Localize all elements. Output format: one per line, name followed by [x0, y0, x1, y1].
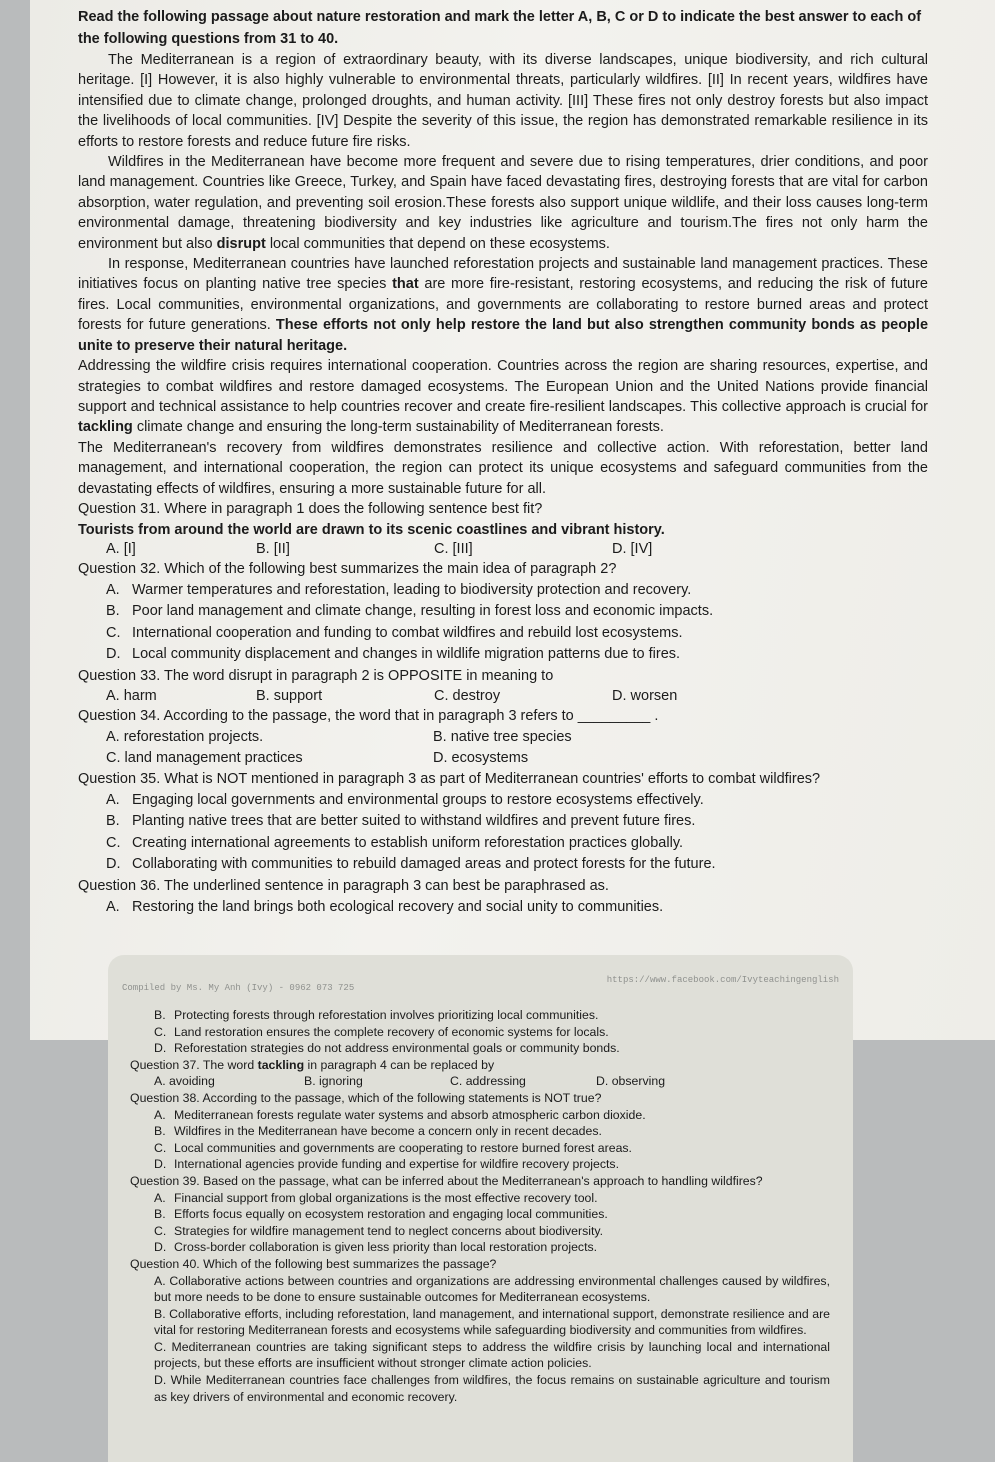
option-text: Land restoration ensures the complete recovery of economic systems for locals. [174, 1024, 609, 1039]
option-letter: A. [106, 581, 120, 598]
page-2-content [130, 1007, 830, 1405]
option-letter: B. [154, 1124, 166, 1139]
question-40-stem: Question 40. Which of the following best summarizes the passage? [130, 1256, 497, 1271]
q32-option-d[interactable] [78, 644, 928, 666]
q31-option-c[interactable]: C. [III] [434, 540, 473, 557]
q36-option-a[interactable] [78, 897, 928, 919]
question-38-stem: Question 38. According to the passage, which of the following statements is NOT true? [130, 1090, 602, 1105]
option-text: Financial support from global organizations is the most effective recovery tool. [174, 1190, 598, 1205]
q34-option-b[interactable]: B. native tree species [433, 728, 572, 745]
option-text: Wildfires in the Mediterranean have become a concern only in recent decades. [174, 1124, 602, 1139]
q32-option-a[interactable] [78, 580, 928, 602]
paragraph-2-text: Wildfires in the Mediterranean have become more frequent and severe due to rising temperatures, drier conditions, and poor land management. Countries like Greece, Turkey, and Spain have faced devastating fires, destroying forests that are vital for carbon absorption, water regulation, and preventing soil erosion.These forests also support unique wildlife, and their loss causes long-term environmental damage, threatening biodiversity and key industries like agriculture and tourism.The fires not only harm the environment but also [78, 154, 928, 252]
question-31-sentence: Tourists from around the world are drawn to its scenic coastlines and vibrant history. [78, 521, 665, 538]
question-39-stem: Question 39. Based on the passage, what can be inferred about the Mediterranean's approach to handling wildfires? [130, 1173, 763, 1188]
option-letter: C. [154, 1140, 167, 1155]
option-letter: A. [106, 791, 120, 808]
q35-option-d[interactable] [78, 854, 928, 876]
paragraph-2-end: local communities that depend on these ecosystems. [269, 235, 610, 252]
option-text: Creating international agreements to establish uniform reforestation practices globally. [132, 834, 684, 851]
option-letter: D. [106, 646, 121, 663]
option-text: Restoring the land brings both ecological recovery and social unity to communities. [132, 898, 664, 915]
option-text: Collaborating with communities to rebuild damaged areas and protect forests for the future. [132, 856, 716, 873]
q35-option-b[interactable] [78, 811, 928, 833]
question-33-stem: Question 33. The word disrupt in paragraph 2 is OPPOSITE in meaning to [78, 667, 554, 684]
option-text: Efforts focus equally on ecosystem restoration and engaging local communities. [174, 1207, 608, 1222]
q34-option-c[interactable]: C. land management practices [106, 749, 303, 766]
worksheet-page-2 [108, 955, 853, 1462]
option-letter: D. [154, 1041, 167, 1056]
question-37-stem [130, 1057, 830, 1074]
q33-option-c[interactable]: C. destroy [434, 687, 501, 704]
word-tackling: tackling [78, 419, 133, 436]
q37-option-a[interactable]: A. avoiding [154, 1074, 215, 1089]
q37-option-c[interactable]: C. addressing [450, 1074, 526, 1089]
q40-option-c[interactable]: C. Mediterranean countries are taking significant steps to address the wildfire crisis by launching local and international projects, but these efforts are insufficient without stronger climate action policies. [154, 1339, 830, 1371]
option-letter: B. [106, 603, 120, 620]
q34-option-d[interactable]: D. ecosystems [433, 749, 529, 766]
page-1-content [78, 6, 928, 918]
facebook-url: https://www.facebook.com/Ivyteachingenglish [606, 975, 839, 985]
q33-option-a[interactable]: A. harm [106, 687, 157, 704]
question-34-options-row-1 [78, 727, 928, 748]
q40-option-b[interactable]: B. Collaborative efforts, including reforestation, land management, and international support, demonstrate resilience and are vital for restoring Mediterranean forests and ecosystems while safeguarding biodiversity and communities from wildfires. [154, 1306, 830, 1338]
q40-option-d[interactable]: D. While Mediterranean countries face challenges from wildfires, the focus remains on sustainable agriculture and tourism as key drivers of environmental and economic recovery. [154, 1373, 830, 1404]
underlined-sentence: These efforts not only help restore the land but also strengthen community bonds as people unite to preserve their natural heritage. [78, 317, 929, 354]
q37-stem-start: Question 37. The word [130, 1057, 255, 1072]
q33-option-b[interactable]: B. support [256, 687, 323, 704]
compiler-credit: Compiled by Ms. My Anh (Ivy) - 0962 073 725 [122, 983, 355, 993]
question-31-stem: Question 31. Where in paragraph 1 does the following sentence best fit? [78, 500, 543, 517]
option-text: Reforestation strategies do not address environmental goals or community bonds. [174, 1041, 620, 1056]
q36-option-b[interactable] [130, 1007, 830, 1024]
question-32-stem: Question 32. Which of the following best summarizes the main idea of paragraph 2? [78, 560, 617, 577]
paragraph-4 [78, 356, 928, 438]
q32-option-b[interactable] [78, 601, 928, 623]
option-letter: C. [154, 1024, 167, 1039]
word-that: that [392, 276, 419, 293]
option-letter: A. [154, 1107, 166, 1122]
q36-option-c[interactable] [130, 1024, 830, 1041]
option-letter: B. [106, 813, 120, 830]
word-disrupt: disrupt [216, 235, 266, 252]
option-letter: B. [154, 1207, 166, 1222]
option-text: Local communities and governments are cooperating to restore burned forest areas. [174, 1140, 632, 1155]
option-text: Protecting forests through reforestation involves prioritizing local communities. [174, 1008, 599, 1022]
worksheet-page-1 [30, 0, 995, 1040]
q38-option-a[interactable] [130, 1107, 830, 1124]
q35-option-a[interactable] [78, 790, 928, 812]
option-letter: D. [154, 1240, 167, 1255]
question-33-options [78, 687, 928, 706]
q35-option-c[interactable] [78, 833, 928, 855]
q37-option-b[interactable]: B. ignoring [304, 1074, 363, 1089]
option-text: International agencies provide funding and expertise for wildfire recovery projects. [174, 1157, 619, 1172]
q40-option-a[interactable]: A. Collaborative actions between countries and organizations are addressing environmental challenges caused by wildfires, but more needs to be done to ensure sustainable outcomes for Mediterranean ecosystems. [154, 1273, 830, 1305]
option-text: Warmer temperatures and reforestation, leading to biodiversity protection and recovery. [132, 581, 692, 598]
option-letter: B. [154, 1008, 166, 1022]
paragraph-4-text: Addressing the wildfire crisis requires international cooperation. Countries across the region are sharing resources, expertise, and strategies to combat wildfires and restore damaged ecosystems. The European Union and the United Nations provide financial support and technical assistance to help countries recover and create fire-resilient landscapes. This collective approach is crucial for [78, 358, 928, 415]
question-34-options-row-2 [78, 748, 928, 769]
question-34-stem: Question 34. According to the passage, the word that in paragraph 3 refers to _________ . [78, 707, 659, 724]
question-31-options [78, 540, 928, 559]
instructions: Read the following passage about nature restoration and mark the letter A, B, C or D to indicate the best answer to each of the following questions from 31 to 40. [78, 9, 922, 47]
option-letter: C. [154, 1223, 167, 1238]
paragraph-3-text: In response, Mediterranean countries have launched reforestation projects and sustainable land management practices. These initiatives focus on planting native tree species [78, 256, 928, 293]
paragraph-3-middle: are more fire-resistant, restoring ecosystems, and reducing the risk of future fires. Local communities, environmental organizations, and governments are collaborating to restore burned areas and protect forests for future generations. [78, 276, 928, 334]
q32-option-c[interactable] [78, 623, 928, 645]
option-letter: D. [154, 1157, 167, 1172]
q36-option-d[interactable] [130, 1040, 830, 1057]
q38-option-d[interactable] [130, 1156, 830, 1173]
option-text: Cross-border collaboration is given less priority than local restoration projects. [174, 1240, 598, 1255]
option-letter: D. [106, 856, 121, 873]
option-text: Mediterranean forests regulate water systems and absorb atmospheric carbon dioxide. [174, 1107, 646, 1122]
q38-option-c[interactable] [130, 1140, 830, 1157]
option-text: Local community displacement and changes in wildlife migration patterns due to fires. [132, 646, 681, 663]
q37-option-d[interactable]: D. observing [596, 1074, 666, 1089]
q31-option-a[interactable]: A. [I] [106, 540, 136, 557]
q33-option-d[interactable]: D. worsen [612, 687, 678, 704]
option-text: International cooperation and funding to combat wildfires and rebuild lost ecosystems. [132, 624, 683, 641]
question-35-stem: Question 35. What is NOT mentioned in paragraph 3 as part of Mediterranean countries' efforts to combat wildfires? [78, 770, 821, 787]
paragraph-1: The Mediterranean is a region of extraordinary beauty, with its diverse landscapes, unique biodiversity, and rich cultural heritage. [I] However, it is also highly vulnerable to environmental threats, particularly wildfires. [II] In recent years, wildfires have intensified due to climate change, prolonged droughts, and human activity. [III] These fires not only destroy forests but also impact the livelihoods of local communities. [IV] Despite the severity of this issue, the region has demonstrated remarkable resilience in its efforts to restore forests and reduce future fire risks. [78, 52, 928, 150]
option-text: Strategies for wildfire management tend to neglect concerns about biodiversity. [174, 1223, 604, 1238]
paragraph-4-end: climate change and ensuring the long-term sustainability of Mediterranean forests. [136, 419, 664, 436]
q39-option-d[interactable] [130, 1239, 830, 1256]
paragraph-5: The Mediterranean's recovery from wildfires demonstrates resilience and collective action. With reforestation, better land management, and international cooperation, the region can protect its unique ecosystems and safeguard communities from the devastating effects of wildfires, ensuring a more sustainable future for all. [78, 439, 928, 497]
word-tackling-ref: tackling [257, 1057, 305, 1072]
option-letter: A. [154, 1190, 166, 1205]
q31-option-b[interactable]: B. [II] [256, 540, 290, 557]
question-36-stem: Question 36. The underlined sentence in paragraph 3 can best be paraphrased as. [78, 877, 609, 894]
option-text: Planting native trees that are better suited to withstand wildfires and prevent future fires. [132, 813, 696, 830]
q39-option-c[interactable] [130, 1223, 830, 1240]
paragraph-2 [78, 152, 928, 254]
q39-option-a[interactable] [130, 1190, 830, 1207]
q34-option-a[interactable]: A. reforestation projects. [106, 728, 264, 745]
option-letter: C. [106, 624, 121, 641]
option-text: Poor land management and climate change, resulting in forest loss and economic impacts. [132, 603, 714, 620]
question-37-options [130, 1073, 830, 1090]
q39-option-b[interactable] [130, 1206, 830, 1223]
q37-stem-end: in paragraph 4 can be replaced by [307, 1057, 495, 1072]
option-text: Engaging local governments and environmental groups to restore ecosystems effectively. [132, 791, 704, 808]
option-letter: A. [106, 898, 120, 915]
paragraph-3 [78, 254, 928, 356]
q38-option-b[interactable] [130, 1123, 830, 1140]
option-letter: C. [106, 834, 121, 851]
q31-option-d[interactable]: D. [IV] [612, 540, 653, 557]
